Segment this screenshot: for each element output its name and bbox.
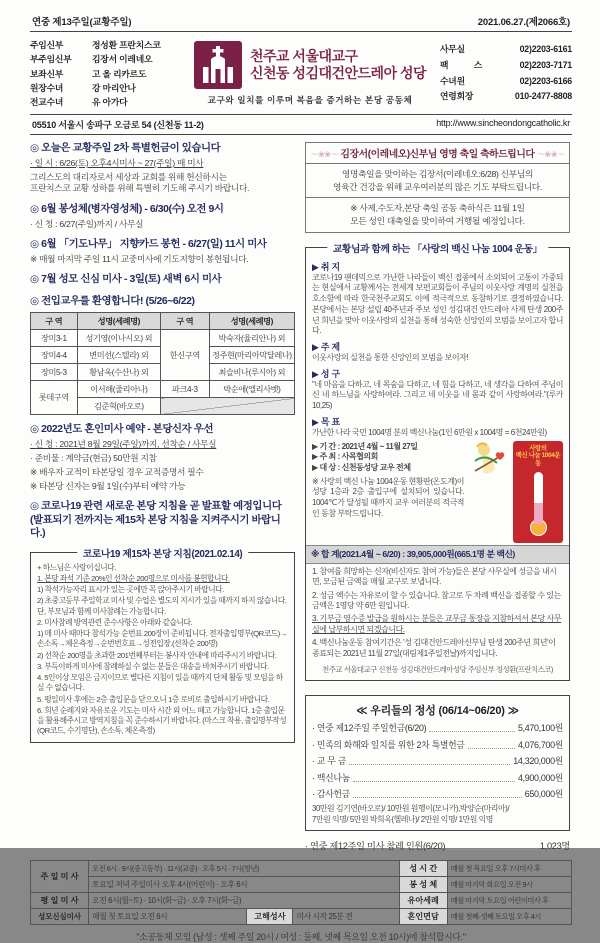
header-top [30,14,572,32]
schedule-label: 유아세례 [399,893,447,909]
covid-rule: 2) 초중고등부 주일학교 미사 및 수업은 별도의 지시가 있을 때까지 하지 않습니다. 단, 부모님과 함께 미사참례는 가능합니다. [37,596,287,616]
staff-name: 유 아가다 [92,97,128,107]
small-community-note: "소공동체 모임 (남성 : 셋째 주일 20시 / 여성 : 둘째, 넷째 목요일 오전 10시)에 참석합시다." [136,932,466,943]
feast-line: 영명축일을 맞이하는 김장서(이레네오:6/28) 신부님의 [341,169,534,180]
schedule-value: 미사 시작 25분 전 [293,909,399,925]
verse-text: "네 마음을 다하고, 네 목숨을 다하고, 네 힘을 다하고, 네 생각을 다하여 주님이신 네 하느님을 사랑하여라. 그리고 네 이웃을 네 몸과 같이 사랑하여라."(루카 10,25) [312,379,563,411]
covid-rule: 5. 평일미사 후에는 2층 출입문을 닫으오니 1층 로비로 출입하시기 바랍니다. [37,694,270,704]
col-header: 성명(세례명) [209,313,294,330]
offering-label: · 민족의 화해와 일치를 위한 2차 특별헌금 [312,739,465,750]
left-column [30,142,295,852]
schedule-label: 성 시 간 [399,861,447,877]
theme-text: 이웃사랑의 실천을 통한 신앙인의 모범을 보이자! [312,353,469,362]
wedding-note: ※ 배우자 교적이 타본당일 경우 교적증명서 필수 [30,467,204,478]
section-june-communion [30,203,295,230]
covid-guideline-box [30,548,295,744]
name-cell: 성기영(이나시오) 외 [77,330,160,347]
campaign-item: 3. 기부금 영수증 발급을 원하시는 분들은 교무금 통장을 지참하셔서 본당 사무실에 납부하시면 되겠습니다. [312,614,562,635]
schedule-label: 성모신심미사 [31,909,89,925]
schedule-row [31,877,572,893]
section-title: ◎ 6월 봉성체(병자영성체) - 6/30(수) 오전 9시 [30,203,224,215]
table-row [31,330,295,347]
communion-apply: · 신 청 : 6/27(주일)까지 / 사무실 [30,218,144,229]
flower-deco-icon: ～❀❀～ [310,150,339,160]
website-link[interactable]: http://www.sincheondongcatholic.kr [436,118,570,129]
staff-name: 김장서 이레네오 [92,54,153,65]
schedule-value: 매월 첫 목요일 오후 7시미사 후 [447,861,571,877]
flower-deco-icon: ～❀❀～ [536,150,565,160]
schedule-label: 평 일 미 사 [31,893,89,909]
issue-number: 2021.06.27.(제2066호) [477,17,570,28]
offering-label: · 연중 제12주일 주일헌금(6/20) [312,723,427,734]
section-title: ◎ 2022년도 혼인미사 예약 - 본당신자 우선 [30,424,214,436]
zone-cell: 한신구역 [160,330,209,381]
attendance-value: 1,023명 [539,841,570,852]
schedule-label: 주 일 미 사 [31,861,89,893]
feast-note [306,198,569,231]
section-title: ◎ 오늘은 교황주일 2차 특별헌금이 있습니다 [30,143,221,155]
contact-row [440,42,572,58]
pastor-signature: 천주교 서울대교구 신천동 성김대건안드레아성당 주임신부 정성환(프란치스코) [322,664,553,674]
staff-role: 보좌신부 [30,68,64,79]
schedule-label: 봉 성 체 [399,877,447,893]
address-bar [30,114,572,135]
poster-title-line: 사랑의 [529,444,547,452]
verse-label: ▶ 성 구 [312,368,340,379]
wedding-prep: · 준비물 : 계약금(현금) 50만원 지참 [30,453,157,464]
offering-row [312,787,563,800]
donor-list-line: 7만원 익명/ 5만원 박희옥(헬레나)/ 2만원 익명/ 1만원 익명 [312,815,493,825]
name-cell: 최슬비나(루시아) 외 [209,364,294,381]
offering-desc: 프란치스코 교황 성하를 위해 특별히 기도해 주시기 바랍니다. [30,183,250,194]
covid-rule: 3. 부득이하게 미사에 참례하실 수 없는 분들은 대송을 바쳐주시기 바랍니다. [37,661,269,671]
staff-row [30,81,180,95]
zone-cell: 롯데구역 [31,381,78,415]
covid-rule: 6. 희년 순례지와 자유로운 기도는 미사 시간 외 어느 때고 가능합니다. 1층 출입문을 활용해주시고 방역지침을 꼭 준수하시기 바랍니다. (마스크 착용, 출입명부작성(QR코드, 수기명단), 손소독, 체온측정) [37,705,287,736]
section-newcomers [30,295,295,416]
section-wedding-mass [30,423,295,492]
feast-day-box [305,142,570,232]
schedule-value: 매월 첫 토요일 오전 6시 [89,909,247,925]
covid-rule: 1) 착석가능자리 표시가 있는 곳에만 꼭 앉아주시기 바랍니다. [37,585,224,595]
contact-value: 010-2477-8808 [514,91,572,102]
col-header: 구 역 [160,313,209,330]
contact-row [440,74,572,90]
section-prayer-tree [30,238,295,265]
section-covid-notice [30,500,295,541]
schedule-label: 고해성사 [247,909,293,925]
name-cell: 황남옥(수산나) 외 [77,364,160,381]
church-name [250,48,426,83]
schedule-value: 매월 첫째·셋째 토요일 오후 4시 [447,909,571,925]
staff-role: 부주임신부 [30,54,72,65]
table-row [31,381,295,398]
poster-title-line: 백신 나눔 1004운동 [515,452,561,468]
goal-label: ▶ 목 표 [312,416,340,427]
covid-rule: 2. 미사참례 방역관련 준수사항은 아래와 같습니다. [37,617,193,627]
donor-list-line: 30만원 김기연(바오로)/ 10만원 원행이(모니카),박양순(마리아)/ [312,804,510,814]
right-column [305,142,570,852]
contact-label: 팩 스 [440,59,482,70]
attendance-label: · 연중 제12주일 미사 참례 인원(6/20) [305,841,446,852]
offerings-box [305,695,570,832]
prayer-tree-note: ※ 매월 마지막 주일 11시 교중미사에 기도지향이 봉헌됩니다. [30,254,249,265]
staff-role: 주임신부 [30,40,64,50]
contact-label: 사무실 [440,43,465,54]
contact-value: 02)2203-7171 [519,59,572,70]
covid-rule: + 하느님은 사랑이십니다. [37,562,116,572]
attendance-line [305,838,570,852]
zone-cell: 장미4-4 [31,347,78,364]
section-title: ◎ 전입교우를 환영합니다! (5/26~6/22) [30,295,195,307]
staff-row [30,52,180,66]
covid-rule: 4. 5인이상 모임은 금지이므로 별다른 지침이 있을 때까지 단체 활동 및 모임을 하실 수 없습니다. [37,673,283,693]
schedule-row [31,893,572,909]
thermometer-poster [513,441,563,543]
campaign-item: 1. 참여를 희망하는 신자(비신자도 참여 가능)들은 본당 사무실에 성금을 내시면, 모금된 금액을 매월 교구로 보냅니다. [312,566,557,587]
offering-row [312,754,563,767]
col-header: 구 역 [31,313,78,330]
schedule-value: 매월 마지막 토요일 어린이미사 후 [447,893,571,909]
staff-role: 전교수녀 [30,97,64,107]
section-title: ◎ 7월 성모 신심 미사 - 3일(토) 새벽 6시 미사 [30,274,222,286]
staff-name: 정성환 프란치스코 [92,40,161,50]
staff-role: 원장수녀 [30,82,64,93]
header-main [30,32,572,114]
feast-body [306,164,569,198]
covid-notice-line: (발표되기 전까지는 제15차 본당 지침을 지켜주시기 바랍니다.) [30,514,281,540]
dot-leader [429,731,515,732]
schedule-row [31,909,572,925]
offering-amount: 5,470,100원 [517,723,563,734]
schedule-row [31,861,572,877]
contact-label: 수녀원 [440,75,465,86]
name-cell: 정주현(마리아막달레나) [209,347,294,364]
target-line: ▶ 대 상 : 신천동성당 교우 전체 [312,463,411,473]
board-note: ※ 사랑의 백신 나눔 1004운동 현황판(온도계)이 성당 1층과 2층 출입구에 설치되어 있습니다. 1004℃가 달성될 때까지 교우 여러분의 적극적인 동참 부탁드립니다. [312,476,464,518]
section-special-offering [30,142,295,194]
feast-title-text: 김장서(이레네오)신부님 영명 축일 축하드립니다 [340,149,535,161]
section-july-marian-mass [30,273,295,287]
church-logo-icon [194,41,242,89]
bulletin-body [30,142,572,852]
schedule-value: 오전 6시 · 9시(중고등부) · 11시(교중) · 오후 5시 · 7시(청년) [89,861,400,877]
offering-amount: 14,320,000원 [513,756,563,767]
offering-label: · 백신나눔 [312,772,350,783]
staff-list [30,38,180,109]
offering-when: · 일 시 : 6/26(토) 오후4시미사 ~ 27(주일) 매 미사 [30,158,204,169]
newcomers-table [30,312,295,415]
feast-line: 모든 성인 대축일을 맞이하여 거행될 예정입니다. [350,216,525,227]
offering-row [312,721,563,734]
purpose-label: ▶ 취 지 [312,261,340,272]
campaign-graphics [469,441,563,543]
goal-text: 가난한 나라 국민 1004명 분의 백신나눔(1인 6만원 x 1004명 = 6천24만원) [312,427,547,437]
header-center [180,41,440,106]
zone-cell: 장미3-1 [31,330,78,347]
offering-amount: 4,900,000원 [517,772,563,783]
week-title: 연중 제13주일(교황주일) [32,17,132,28]
covid-box-title: 코로나19 제15차 본당 지침(2021.02.14) [77,546,249,560]
dot-leader [468,748,515,749]
contact-list [440,42,572,105]
thermometer-icon [534,472,543,524]
dot-leader [353,781,515,782]
dot-leader [353,797,522,798]
schedule-value: 토요일 저녁 주일미사 오후 4시(어린이) · 오후 6시 [89,877,400,893]
church-address: 05510 서울시 송파구 오금로 54 (신천동 11-2) [32,120,204,131]
staff-name: 강 마리안나 [92,82,136,93]
offering-row [312,738,563,751]
theme-label: ▶ 주 제 [312,342,340,352]
covid-rule: 1. 본당 좌석 기준 20%인 선착순 200명으로 미사를 봉헌합니다. [37,573,230,583]
wedding-note: ※ 타본당 신자는 9월 1일(수)부터 예약 가능 [30,480,186,491]
covid-notice-line: ◎ 코로나19 관련 새로운 본당 지침을 곧 발표할 예정입니다 [30,501,282,513]
dot-leader [448,849,537,850]
dot-leader [349,764,510,765]
covid-rule: 2) 선착순 200명을 초과한 201번째부터는 봉사자 안내에 따라주시기 바랍니다. [37,650,277,660]
schedule-value: 오전 6시(월~토) · 10시(화~금) · 오후 7시(화~금) [89,893,400,909]
staff-row [30,38,180,52]
empty-diagonal-cell [160,398,294,415]
section-title: ◎ 6월 「기도나무」 지향카드 봉헌 - 6/27(일) 11시 미사 [30,239,267,251]
schedule-value: 매월 마지막 화요일 오전 9시 [447,877,571,893]
offering-desc: 그리스도의 대리자로서 세상과 교회를 위해 헌신하시는 [30,172,227,183]
name-cell: 김준혁(바오로) [77,398,160,415]
contact-row [440,89,572,105]
feast-line: ※ 사제,수도자,본당 축일 공동 축하식은 11월 1일 [350,203,525,214]
church-name-line1: 천주교 서울대교구 [249,47,358,64]
staff-row [30,67,180,81]
host-line: ▶ 주 최 : 사목협의회 [312,452,378,462]
cupid-icon [469,441,509,483]
mass-schedule-table [30,860,572,925]
contact-row [440,58,572,74]
col-header: 성명(세례명) [77,313,160,330]
purpose-text: 코로나19 팬데믹으로 가난한 나라들이 백신 접종에서 소외되어 고통이 가중되는 현실에서 교황께서는 전세계 보편교회들이 주님의 이웃사랑 계명의 실천을 호소함에 따라 한국천주교회도 이에 적극적으로 동참하기로 결정하였습니다. 본당에서는 본당 설립 40주년과 주보 성인 성김대건 안드레아 사제 탄생 200주년 희년을 맞아 이웃사랑의 실천을 통해 성숙한 신앙인의 모범을 보이고자 합니다. [312,272,563,336]
offering-label: · 교 무 금 [312,756,346,767]
offering-row [312,771,563,784]
offering-amount: 650,000원 [524,789,563,800]
offering-label: · 감사헌금 [312,789,350,800]
feast-title [306,143,569,164]
name-cell: 변미선(스텔라) 외 [77,347,160,364]
feast-line: 영육간 건강을 위해 교우여러분의 많은 기도 부탁드립니다. [332,181,542,192]
covid-rule: 1) 매 미사 때마다 참석가능 순번표 200장이 준비됩니다. 전자출입명부(QR코드)→손소독→체온측정→순번번호표→성전입장.(선착순 200명) [37,629,288,649]
offering-amount: 4,076,700원 [517,739,563,750]
staff-row [30,95,180,109]
name-cell: 박순애(엘리사벳) [209,381,294,398]
contact-value: 02)2203-6166 [519,75,572,86]
table-header-row [31,313,295,330]
campaign-item: 4. 백신나눔운동 참여기간은 '성 김대건안드레아신부님 탄생 200주년 희년'이 종료되는 2021년 11월 27일(대림제1주일전날)까지입니다. [312,638,556,659]
period-line: ▶ 기 간 : 2021년 4월 ~ 11월 27일 [312,441,418,451]
contact-value: 02)2203-6161 [519,43,572,54]
contact-label: 연령회장 [440,91,474,102]
zone-cell: 장미5-3 [31,364,78,381]
church-motto: 교구와 일치를 이루며 복음을 증거하는 본당 공동체 [207,95,413,106]
name-cell: 박숙자(율리안나) 외 [209,330,294,347]
wedding-apply: · 신 청 : 2021년 8월 29일(주일)까지, 선착순 / 사무실 [30,439,217,450]
church-name-line2: 신천동 성김대건안드레아 성당 [249,65,427,82]
schedule-label: 혼인면담 [399,909,447,925]
name-cell: 이서해(줄리아나) [77,381,160,398]
zone-cell: 파크4-3 [160,381,209,398]
vaccine-campaign-box [305,243,570,681]
campaign-total: ※ 합 계(2021.4월 ~ 6/20) : 39,905,000원(665.1명 분 백신) [306,545,569,564]
staff-name: 고 올 리카르도 [92,68,147,79]
offerings-title: ≪ 우리들의 정성 (06/14~06/20) ≫ [356,704,519,717]
vaccine-box-title: 교황님과 함께 하는 「사랑의 백신 나눔 1004 운동」 [327,241,548,255]
campaign-item: 2. 성금 액수는 자유로이 할 수 있습니다. 참고로 두 차례 백신을 접종할 수 있는 금액은 1명당 약 6만 원입니다. [312,590,561,611]
